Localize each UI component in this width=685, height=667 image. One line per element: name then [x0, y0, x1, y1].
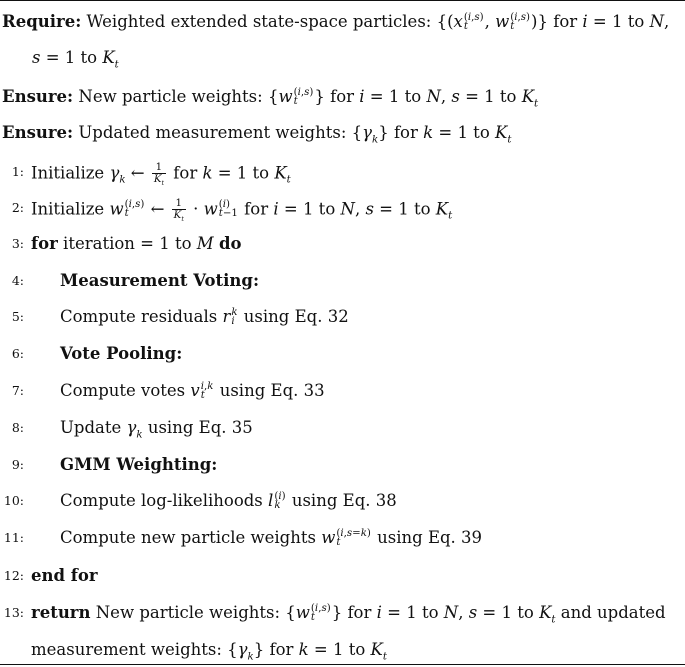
kw-do: do: [218, 234, 242, 253]
step-number: 5:: [11, 309, 24, 324]
ensure-particle-weights: Ensure: New particle weights: {w (i,s) t } for i = 1 to N, s = 1 to $K_t$: [2, 86, 539, 110]
step-number: 7:: [11, 383, 24, 398]
step-number: 10:: [3, 493, 24, 508]
step-number: 2:: [11, 200, 24, 215]
ensure-measurement-weights: Ensure: Updated measurement weights: $\{\gamma_k\}$ for k = 1 to $K_t$: [2, 123, 512, 146]
step-13-cont: measurement weights: $\{\gamma_k\}$ for k = 1 to $K_t$: [31, 640, 387, 663]
step-3: for iteration = 1 to M do: [31, 234, 242, 253]
step-10: Compute log-likelihoods l (i) k using Eq. 38: [60, 490, 397, 511]
step-11: Compute new particle weights w (i,s=k) t using Eq. 39: [60, 527, 483, 548]
require-line: [2, 12, 669, 32]
ensure-label-2: Ensure:: [2, 123, 74, 142]
step-number: 4:: [11, 273, 24, 288]
step-12-end-for: end for: [31, 566, 98, 585]
step-7: Compute votes v i,k t using Eq. 33: [60, 380, 325, 401]
top-rule: [0, 0, 685, 1]
step-number: 1:: [11, 164, 24, 179]
step-1: Initialize $\gamma_k$ ← $\frac{1}{K_t}$ for k = 1 to $K_t$: [31, 162, 291, 188]
step-number: 11:: [3, 530, 24, 545]
step-5: Compute residuals r k i using Eq. 32: [60, 306, 349, 327]
step-2: Initialize w (i,s) t ← $\frac{1}{K_t}$ · w (i) t−1 for i = 1 to N, s = 1 to $K_t$: [31, 198, 453, 224]
step-8: Update $\gamma_k$ using Eq. 35: [60, 418, 253, 441]
step-number: 12:: [3, 568, 24, 583]
require-range: for i = 1 to N,: [553, 12, 670, 31]
bottom-rule: [0, 664, 685, 665]
step-number: 8:: [11, 420, 24, 435]
step-4-heading: Measurement Voting:: [60, 271, 260, 290]
step-number: 9:: [11, 457, 24, 472]
step-number: 6:: [11, 346, 24, 361]
require-text: Weighted extended state-space particles:: [86, 12, 437, 31]
ensure-label-1: Ensure:: [2, 87, 74, 106]
step-number: 13:: [3, 605, 24, 620]
kw-for: for: [31, 234, 58, 253]
step-6-heading: Vote Pooling:: [60, 344, 183, 363]
ensure-text-1: New particle weights:: [78, 87, 268, 106]
kw-return: return: [31, 603, 91, 622]
require-label: Require:: [2, 12, 82, 31]
step-9-heading: GMM Weighting:: [60, 455, 218, 474]
step-13: return New particle weights: {w (i,s) t } for i = 1 to N, s = 1 to $K_t$ and updated: [31, 602, 666, 626]
step-number: 3:: [11, 236, 24, 251]
require-line-cont: s = 1 to $K_t$: [32, 48, 119, 71]
require-expr: {(x (i,s) t , w (i,s) t )}: [436, 11, 548, 32]
